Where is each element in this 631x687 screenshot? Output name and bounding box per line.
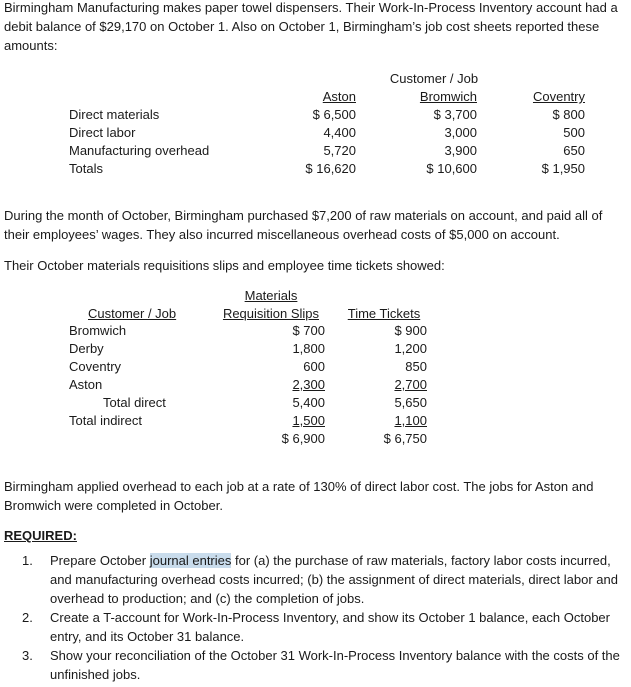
- col-header-job: Customer / Job: [88, 306, 177, 321]
- table-cell: $ 10,600: [426, 161, 477, 176]
- table-cell: 3,900: [444, 143, 477, 158]
- highlighted-text[interactable]: journal entries: [149, 553, 232, 568]
- overhead-paragraph: Birmingham applied overhead to each job at a rate of 130% of direct labor cost. The jobs for Aston and Bromwich were completed in October.: [4, 479, 594, 513]
- table-cell: $ 800: [552, 107, 585, 122]
- row-label: Coventry: [69, 359, 122, 374]
- row-label: Manufacturing overhead: [69, 143, 210, 158]
- table-cell: 3,000: [444, 125, 477, 140]
- purchases-paragraph: During the month of October, Birmingham purchased $7,200 of raw materials on account, and paid all of their employees’ wages. They also incurred miscellaneous overhead costs of $5,000 on account.: [4, 208, 603, 242]
- list-number: 1.: [22, 553, 33, 568]
- required-list: [22, 551, 626, 684]
- col-header-bromwich: Bromwich: [419, 89, 477, 104]
- table-cell: 1,100: [394, 413, 427, 428]
- list-item: [22, 551, 626, 608]
- table-cell: $ 16,620: [305, 161, 356, 176]
- intro-paragraph: Birmingham Manufacturing makes paper towel dispensers. Their Work-In-Process Inventory account had a debit balance of $29,170 on October 1. Also on October 1, Birmingham’s job cost sheets reported these amounts:: [4, 0, 618, 53]
- table-cell: $ 3,700: [433, 107, 477, 122]
- list-item: [22, 608, 626, 646]
- table-cell: 2,300: [292, 377, 325, 392]
- table-cell: 1,200: [394, 341, 427, 356]
- table-cell: $ 6,900: [281, 431, 325, 446]
- table-cell: 850: [405, 359, 427, 374]
- col-header-materials: Materials: [244, 288, 298, 303]
- col-header-coventry: Coventry: [532, 89, 585, 104]
- table-cell: 500: [563, 125, 585, 140]
- row-label: Total direct: [103, 395, 166, 410]
- list-text: Create a T-account for Work-In-Process Inventory, and show its October 1 balance, each October entry, and its October 31 balance.: [50, 610, 610, 644]
- list-item: [22, 646, 626, 684]
- table-cell: 5,720: [323, 143, 356, 158]
- table-cell: 2,700: [394, 377, 427, 392]
- row-label: Aston: [69, 377, 103, 392]
- list-number: 2.: [22, 610, 33, 625]
- list-text: for (a) the purchase of raw materials, factory labor costs incurred, and manufacturing overhead costs incurred; (b) the assignment of direct materials, direct labor and overhead to production; and (c) the completion of jobs.: [50, 553, 618, 606]
- row-label: Derby: [69, 341, 104, 356]
- row-label: Direct materials: [69, 107, 160, 122]
- table-cell: $ 900: [394, 323, 427, 338]
- table-cell: 5,400: [292, 395, 325, 410]
- table-cell: 650: [563, 143, 585, 158]
- table-cell: 4,400: [323, 125, 356, 140]
- table1-group-header: Customer / Job: [389, 71, 479, 86]
- col-header-requisition-slips: Requisition Slips: [222, 306, 320, 321]
- row-label: Direct labor: [69, 125, 136, 140]
- list-text: Prepare October: [50, 553, 150, 568]
- table-cell: 600: [303, 359, 325, 374]
- table-cell: 5,650: [394, 395, 427, 410]
- row-label: Bromwich: [69, 323, 127, 338]
- col-header-time-tickets: Time Tickets: [347, 306, 421, 321]
- table-cell: $ 1,950: [541, 161, 585, 176]
- table-cell: $ 700: [292, 323, 325, 338]
- col-header-aston: Aston: [322, 89, 356, 104]
- requisitions-intro: Their October materials requisitions slips and employee time tickets showed:: [4, 258, 445, 273]
- row-label: Total indirect: [69, 413, 142, 428]
- table-cell: $ 6,750: [383, 431, 427, 446]
- table-cell: 1,500: [292, 413, 325, 428]
- required-heading: REQUIRED:: [4, 528, 77, 543]
- row-label: Totals: [69, 161, 103, 176]
- list-text: Show your reconciliation of the October 31 Work-In-Process Inventory balance with the costs of the unfinished jobs.: [50, 648, 620, 682]
- list-number: 3.: [22, 648, 33, 663]
- table-cell: 1,800: [292, 341, 325, 356]
- table-cell: $ 6,500: [312, 107, 356, 122]
